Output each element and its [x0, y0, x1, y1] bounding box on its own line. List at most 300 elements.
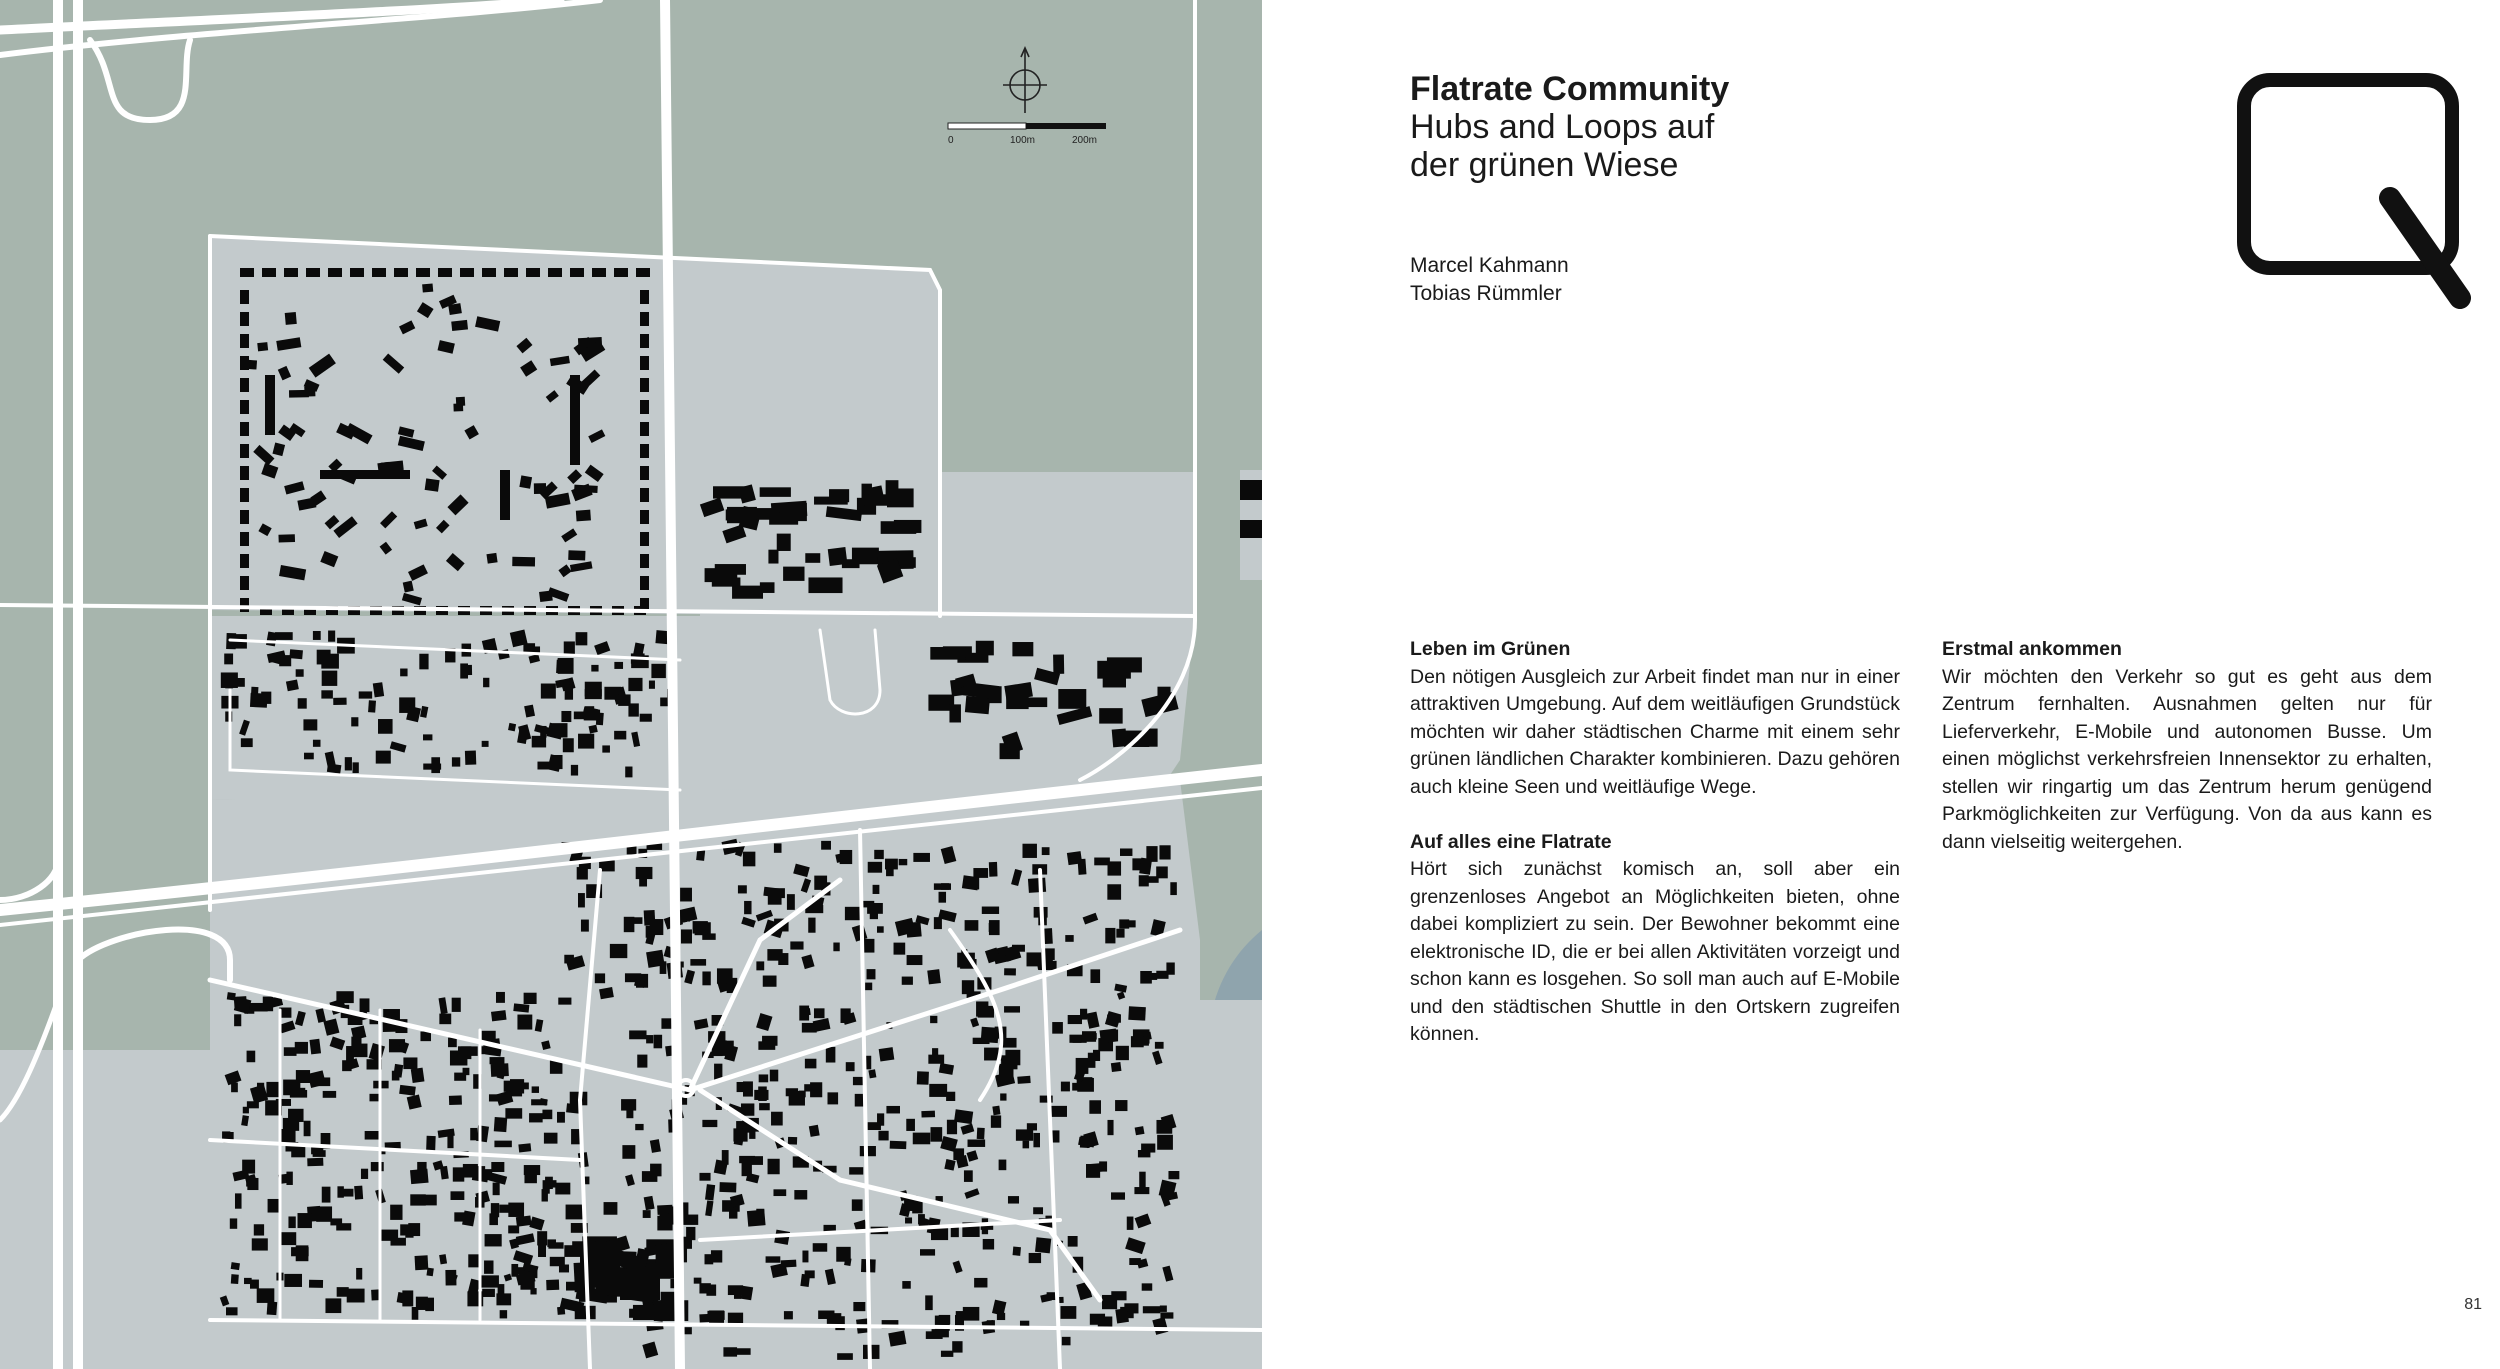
building-footprint	[482, 268, 496, 277]
building-footprint	[250, 693, 268, 708]
building-footprint	[877, 1113, 884, 1125]
building-footprint	[1078, 859, 1087, 875]
building-footprint	[1005, 1050, 1020, 1065]
building-footprint	[712, 577, 741, 586]
building-footprint	[321, 690, 333, 698]
building-footprint	[544, 1133, 558, 1144]
building-footprint	[827, 1092, 838, 1104]
building-footprint	[393, 1064, 403, 1078]
building-footprint	[279, 1232, 296, 1245]
building-footprint	[452, 998, 461, 1012]
building-footprint	[541, 684, 556, 699]
building-footprint	[1052, 1022, 1063, 1034]
building-footprint	[906, 1119, 915, 1131]
building-footprint	[989, 920, 1000, 935]
building-footprint	[257, 342, 268, 351]
building-footprint	[419, 654, 428, 670]
building-footprint	[565, 684, 573, 699]
building-footprint	[591, 665, 598, 672]
building-footprint	[317, 650, 331, 665]
building-footprint	[768, 1159, 780, 1174]
building-footprint	[786, 503, 807, 521]
building-footprint	[758, 1041, 775, 1050]
text-column-1	[1410, 636, 1900, 1076]
building-footprint	[240, 532, 249, 546]
building-footprint	[1127, 1217, 1134, 1230]
building-footprint	[466, 665, 472, 675]
building-footprint	[227, 992, 236, 1000]
building-footprint	[614, 662, 623, 669]
building-footprint	[561, 711, 571, 722]
building-footprint	[947, 1120, 957, 1134]
building-footprint	[637, 1055, 647, 1068]
building-footprint	[983, 1239, 994, 1250]
building-footprint	[336, 1223, 351, 1230]
building-footprint	[356, 1268, 362, 1280]
building-footprint	[380, 1230, 398, 1241]
building-footprint	[304, 1121, 311, 1136]
building-footprint	[482, 741, 489, 747]
building-footprint	[1159, 845, 1170, 859]
building-footprint	[939, 1315, 950, 1324]
building-footprint	[595, 973, 605, 983]
building-footprint	[640, 312, 649, 326]
text-page	[1262, 0, 2500, 1369]
building-footprint	[853, 1077, 864, 1085]
building-footprint	[719, 1182, 736, 1192]
building-footprint	[337, 1287, 349, 1297]
building-footprint	[974, 1278, 987, 1288]
building-footprint	[1111, 1192, 1125, 1199]
building-footprint	[1170, 882, 1177, 895]
rounded-square-q-icon	[2232, 70, 2500, 320]
building-footprint	[491, 1203, 499, 1217]
building-footprint	[699, 1173, 710, 1181]
building-footprint	[1027, 1123, 1037, 1130]
building-footprint	[865, 983, 872, 991]
building-footprint	[530, 1288, 536, 1294]
building-footprint	[240, 334, 249, 348]
building-footprint	[1155, 1042, 1164, 1049]
building-footprint	[524, 993, 537, 1004]
building-footprint	[449, 1095, 462, 1105]
building-footprint	[585, 706, 594, 720]
building-footprint	[372, 268, 386, 277]
building-footprint	[470, 1128, 477, 1140]
building-footprint	[284, 1274, 302, 1287]
building-footprint	[651, 664, 665, 678]
building-footprint	[968, 1139, 986, 1146]
building-footprint	[1023, 1141, 1030, 1149]
building-footprint	[992, 1106, 1000, 1116]
building-footprint	[751, 1156, 763, 1165]
building-footprint	[581, 920, 589, 932]
building-footprint	[868, 862, 882, 873]
building-footprint	[742, 1161, 752, 1176]
building-footprint	[728, 1313, 743, 1323]
building-footprint	[1000, 1093, 1006, 1100]
building-footprint	[766, 1256, 781, 1262]
building-footprint	[438, 268, 452, 277]
building-footprint	[538, 1245, 546, 1257]
building-footprint	[818, 1311, 834, 1319]
building-footprint	[448, 1038, 457, 1048]
building-footprint	[787, 894, 795, 910]
building-footprint	[810, 1082, 822, 1097]
building-footprint	[240, 268, 254, 277]
building-footprint	[532, 1086, 539, 1093]
building-footprint	[763, 976, 777, 987]
building-footprint	[614, 268, 628, 277]
building-footprint	[1102, 1295, 1117, 1309]
building-footprint	[585, 682, 602, 697]
building-footprint	[783, 567, 804, 581]
building-footprint	[1072, 1083, 1089, 1091]
building-footprint	[493, 1183, 500, 1196]
building-footprint	[350, 268, 364, 277]
building-footprint	[778, 953, 788, 965]
building-footprint	[400, 669, 407, 677]
building-footprint	[546, 1280, 559, 1291]
building-footprint	[894, 943, 906, 955]
building-footprint	[932, 1048, 938, 1055]
building-footprint	[333, 698, 346, 705]
building-footprint	[760, 487, 791, 497]
building-footprint	[244, 1278, 252, 1284]
building-footprint	[1143, 1306, 1160, 1313]
building-footprint	[257, 1288, 275, 1303]
building-footprint	[452, 757, 460, 766]
building-footprint	[1088, 1053, 1096, 1068]
building-footprint	[1128, 1006, 1146, 1020]
building-footprint	[547, 1239, 556, 1247]
building-footprint	[578, 893, 585, 907]
building-footprint	[902, 977, 913, 985]
building-footprint	[254, 1224, 264, 1235]
building-footprint	[1094, 858, 1110, 866]
building-footprint	[359, 691, 372, 698]
building-footprint	[928, 1055, 944, 1064]
building-footprint	[342, 1060, 351, 1071]
building-footprint	[571, 1129, 580, 1144]
building-footprint	[453, 1167, 464, 1181]
building-footprint	[240, 378, 249, 392]
building-footprint	[759, 1103, 770, 1110]
building-footprint	[930, 647, 965, 660]
building-footprint	[526, 268, 540, 277]
building-footprint	[771, 1112, 783, 1126]
building-footprint	[240, 400, 249, 414]
building-footprint	[231, 1274, 239, 1284]
building-footprint	[837, 1353, 853, 1360]
building-footprint	[931, 1127, 943, 1142]
building-footprint	[245, 360, 257, 370]
building-footprint	[963, 1307, 979, 1321]
building-footprint	[805, 1059, 817, 1069]
building-footprint	[564, 641, 575, 654]
building-footprint	[642, 1171, 657, 1182]
building-footprint	[524, 1174, 536, 1183]
building-footprint	[913, 1133, 930, 1145]
building-footprint	[494, 1141, 511, 1148]
building-footprint	[941, 1351, 953, 1357]
scale-label-200: 200m	[1072, 135, 1098, 146]
building-footprint	[618, 694, 630, 705]
building-footprint	[284, 268, 298, 277]
building-footprint	[805, 1270, 815, 1278]
building-footprint	[240, 444, 249, 458]
building-footprint	[1116, 1046, 1129, 1060]
building-footprint	[243, 1107, 249, 1114]
building-footprint	[235, 1193, 242, 1208]
building-footprint	[403, 1057, 417, 1069]
building-footprint	[982, 907, 999, 914]
building-footprint	[768, 889, 782, 905]
building-footprint	[646, 1035, 653, 1043]
building-footprint	[399, 1085, 416, 1096]
building-footprint	[306, 268, 320, 277]
building-footprint	[226, 1307, 238, 1315]
building-footprint	[738, 885, 747, 893]
building-footprint	[929, 1084, 947, 1097]
building-footprint	[347, 1289, 365, 1303]
building-footprint	[646, 950, 665, 968]
building-footprint	[997, 1313, 1005, 1320]
building-footprint	[240, 576, 249, 590]
building-footprint	[234, 1014, 241, 1026]
building-footprint	[504, 268, 518, 277]
building-footprint	[756, 961, 764, 970]
building-footprint	[491, 1162, 504, 1172]
building-footprint	[365, 1131, 381, 1140]
building-footprint	[926, 1331, 943, 1339]
building-footprint	[888, 1331, 906, 1347]
building-footprint	[833, 943, 839, 952]
building-footprint	[636, 268, 650, 277]
building-footprint	[628, 917, 643, 924]
building-footprint	[1109, 1029, 1118, 1041]
building-footprint	[529, 1113, 543, 1122]
building-footprint	[1035, 1237, 1051, 1253]
building-footprint	[262, 268, 276, 277]
building-footprint	[707, 1311, 724, 1320]
building-footprint	[426, 1268, 433, 1277]
building-footprint	[278, 534, 295, 542]
building-footprint	[518, 1143, 531, 1152]
building-footprint	[298, 1213, 312, 1228]
building-footprint	[241, 738, 253, 747]
building-footprint	[354, 1186, 363, 1200]
building-footprint	[402, 1290, 413, 1306]
building-footprint	[976, 641, 994, 656]
building-footprint	[610, 944, 627, 958]
building-footprint	[640, 378, 649, 392]
building-footprint	[808, 577, 842, 593]
building-footprint	[353, 762, 359, 773]
building-footprint	[257, 1083, 264, 1096]
building-footprint	[371, 1289, 380, 1300]
building-footprint	[1042, 847, 1050, 855]
building-footprint	[513, 1003, 529, 1012]
building-footprint	[296, 669, 304, 676]
building-footprint	[304, 753, 314, 760]
building-footprint	[626, 1104, 633, 1118]
building-footprint	[570, 268, 584, 277]
building-footprint	[802, 1251, 808, 1263]
building-footprint	[694, 1278, 702, 1284]
building-footprint	[454, 1073, 466, 1081]
building-footprint	[977, 1128, 985, 1140]
building-footprint	[320, 470, 410, 479]
building-footprint	[517, 1015, 532, 1030]
building-footprint	[867, 903, 883, 914]
building-footprint	[899, 557, 916, 568]
building-footprint	[1103, 671, 1126, 687]
author-name: Marcel Kahmann	[1410, 254, 1569, 277]
section-body: Den nötigen Ausgleich zur Arbeit findet man nur in einer attraktiven Umgebung. Auf dem weitläufigen Grundstück möchten wir daher städtischen Charme mit einem sehr grünen ländlichen Charakter kombinieren. Dazu gehören auch kleine Seen und weitläufige Wege.	[1410, 665, 1900, 798]
building-footprint	[373, 682, 384, 697]
building-footprint	[799, 1006, 809, 1021]
building-footprint	[231, 1083, 238, 1093]
building-footprint	[878, 1131, 888, 1141]
building-footprint	[303, 719, 317, 730]
building-footprint	[460, 268, 474, 277]
building-footprint	[512, 557, 535, 567]
building-footprint	[410, 1194, 426, 1205]
building-footprint	[696, 850, 705, 861]
building-footprint	[794, 1190, 807, 1199]
building-footprint	[744, 901, 751, 914]
building-footprint	[322, 1187, 331, 1203]
building-footprint	[420, 1032, 431, 1042]
building-footprint	[431, 757, 440, 773]
building-footprint	[1116, 929, 1124, 938]
building-footprint	[1089, 1100, 1101, 1114]
building-footprint	[743, 852, 755, 867]
building-footprint	[1140, 971, 1152, 984]
building-footprint	[713, 486, 746, 498]
article-subtitle-line-1: Hubs and Loops auf	[1410, 108, 1715, 146]
building-footprint	[1033, 1133, 1040, 1147]
building-footprint	[654, 1035, 663, 1049]
building-footprint	[405, 1226, 413, 1238]
building-footprint	[323, 1091, 336, 1098]
building-footprint	[714, 1160, 728, 1175]
building-footprint	[845, 907, 861, 920]
building-footprint	[886, 1106, 900, 1114]
page-number: 81	[2464, 1296, 2482, 1313]
building-footprint	[770, 1070, 778, 1082]
building-footprint	[576, 632, 588, 645]
building-footprint	[1139, 1172, 1145, 1188]
building-footprint	[416, 268, 430, 277]
building-footprint	[813, 1243, 828, 1252]
building-footprint	[1168, 1171, 1179, 1179]
building-footprint	[296, 1088, 305, 1096]
building-footprint	[620, 1270, 660, 1300]
building-footprint	[288, 1109, 303, 1122]
building-footprint	[465, 751, 476, 765]
building-footprint	[338, 1189, 354, 1197]
building-footprint	[439, 1014, 451, 1025]
building-footprint	[410, 1169, 429, 1184]
building-footprint	[485, 1234, 502, 1246]
building-footprint	[826, 1047, 836, 1063]
building-footprint	[313, 631, 321, 640]
building-footprint	[640, 290, 649, 304]
building-footprint	[732, 586, 763, 599]
building-footprint	[1138, 1150, 1150, 1157]
building-footprint	[568, 550, 585, 560]
building-footprint	[250, 1003, 268, 1012]
building-footprint	[592, 268, 606, 277]
building-footprint	[516, 1216, 532, 1227]
building-footprint	[1062, 1337, 1071, 1345]
building-footprint	[247, 1178, 258, 1190]
building-footprint	[777, 534, 791, 551]
building-footprint	[705, 1254, 714, 1264]
building-footprint	[537, 762, 550, 770]
building-footprint	[925, 1295, 933, 1310]
building-footprint	[531, 1099, 547, 1105]
building-footprint	[1090, 969, 1100, 983]
building-footprint	[868, 1069, 876, 1078]
building-footprint	[1139, 858, 1152, 875]
building-footprint	[313, 740, 321, 747]
building-footprint	[543, 1180, 550, 1194]
building-footprint	[499, 1205, 515, 1213]
building-footprint	[1012, 642, 1033, 656]
building-footprint	[548, 268, 562, 277]
building-footprint	[411, 1068, 425, 1083]
building-footprint	[325, 1298, 341, 1313]
building-footprint	[368, 700, 376, 712]
building-footprint	[1120, 848, 1132, 855]
building-footprint	[877, 926, 884, 932]
building-footprint	[394, 268, 408, 277]
building-footprint	[1135, 1126, 1145, 1135]
building-footprint	[553, 755, 562, 769]
building-footprint	[360, 998, 370, 1012]
building-footprint	[288, 1216, 295, 1228]
building-footprint	[563, 738, 574, 752]
building-footprint	[284, 1047, 297, 1056]
building-footprint	[490, 1057, 505, 1064]
building-footprint	[1131, 1036, 1144, 1047]
building-footprint	[741, 1103, 754, 1115]
building-footprint	[1022, 844, 1036, 858]
building-footprint	[1016, 1129, 1033, 1140]
building-footprint	[814, 1008, 825, 1018]
building-footprint	[999, 1160, 1007, 1171]
building-footprint	[684, 1327, 692, 1334]
building-footprint	[230, 1218, 237, 1228]
building-footprint	[229, 678, 245, 687]
building-footprint	[723, 1347, 737, 1356]
building-footprint	[756, 1209, 764, 1221]
building-footprint	[805, 553, 820, 563]
building-footprint	[500, 1310, 507, 1318]
text-column-2	[1942, 636, 2432, 884]
building-footprint	[454, 1212, 464, 1221]
building-footprint	[309, 1280, 323, 1288]
building-footprint	[852, 1199, 863, 1210]
building-footprint	[1115, 1100, 1127, 1111]
building-footprint	[640, 356, 649, 370]
building-footprint	[902, 1281, 910, 1289]
building-footprint	[266, 1082, 278, 1097]
building-footprint	[835, 1316, 845, 1330]
